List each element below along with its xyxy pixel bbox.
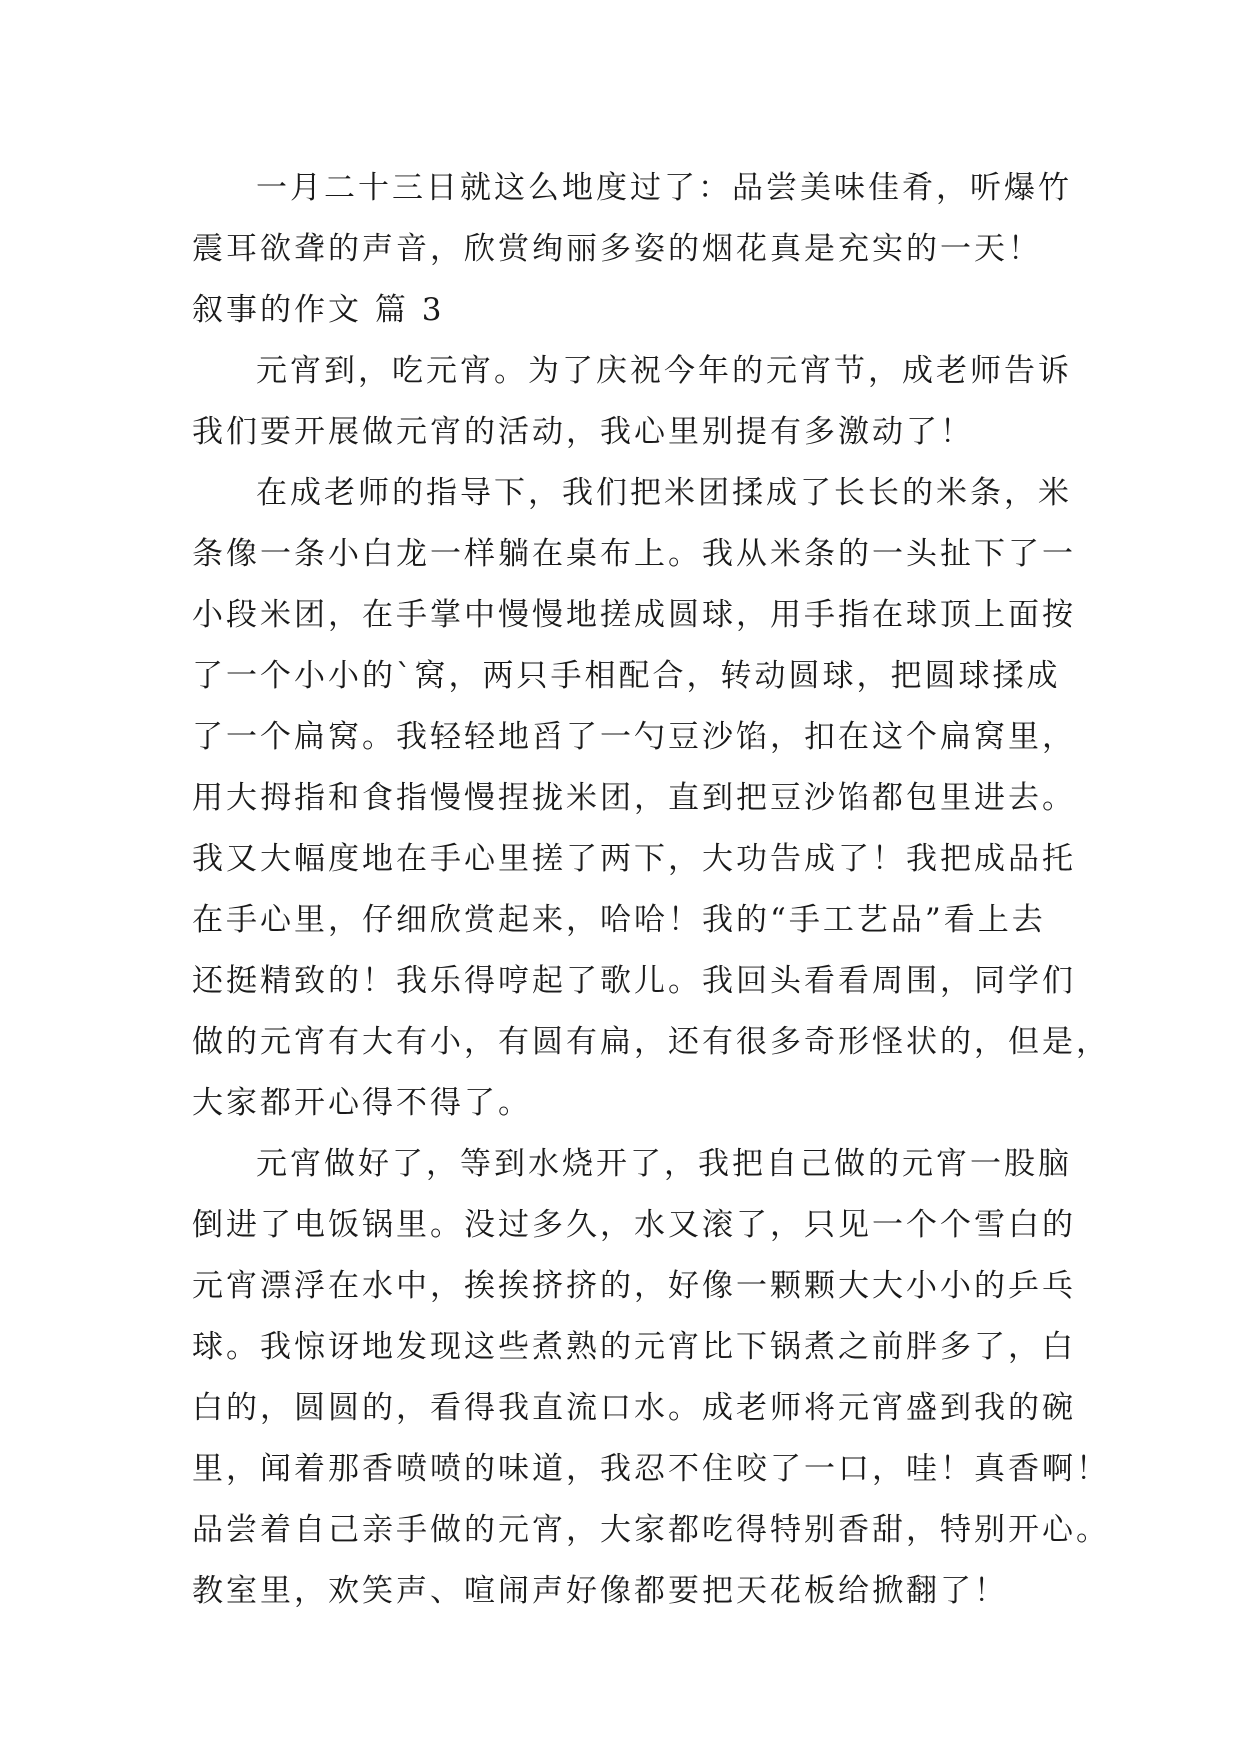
text-line: 用大拇指和食指慢慢捏拢米团，直到把豆沙馅都包里进去。 [192, 780, 1076, 816]
text-line: 叙事的作文 篇 3 [192, 292, 445, 328]
text-line: 在手心里，仔细欣赏起来，哈哈！我的“手工艺品”看上去 [192, 902, 1046, 938]
text-line: 在成老师的指导下，我们把米团揉成了长长的米条，米 [256, 475, 1072, 511]
text-line: 倒进了电饭锅里。没过多久，水又滚了，只见一个个雪白的 [192, 1207, 1076, 1243]
text-line: 品尝着自己亲手做的元宵，大家都吃得特别香甜，特别开心。 [192, 1512, 1110, 1548]
text-line: 震耳欲聋的声音，欣赏绚丽多姿的烟花真是充实的一天！ [192, 231, 1042, 267]
text-line: 元宵漂浮在水中，挨挨挤挤的，好像一颗颗大大小小的乒乓 [192, 1268, 1076, 1304]
text-line: 元宵到，吃元宵。为了庆祝今年的元宵节，成老师告诉 [256, 353, 1072, 389]
text-line: 我们要开展做元宵的活动，我心里别提有多激动了！ [192, 414, 974, 450]
text-line: 条像一条小白龙一样躺在桌布上。我从米条的一头扯下了一 [192, 536, 1076, 572]
document-body [192, 158, 1110, 1622]
text-line: 一月二十三日就这么地度过了：品尝美味佳肴，听爆竹 [256, 170, 1072, 206]
text-line: 做的元宵有大有小，有圆有扁，还有很多奇形怪状的，但是， [192, 1024, 1110, 1060]
text-line: 小段米团，在手掌中慢慢地搓成圆球，用手指在球顶上面按 [192, 597, 1076, 633]
text-line: 球。我惊讶地发现这些煮熟的元宵比下锅煮之前胖多了，白 [192, 1329, 1076, 1365]
text-line: 白的，圆圆的，看得我直流口水。成老师将元宵盛到我的碗 [192, 1390, 1076, 1426]
text-line: 了一个小小的`窝，两只手相配合，转动圆球，把圆球揉成 [192, 658, 1061, 694]
text-line: 元宵做好了，等到水烧开了，我把自己做的元宵一股脑 [256, 1146, 1072, 1182]
text-line: 里，闻着那香喷喷的味道，我忍不住咬了一口，哇！真香啊！ [192, 1451, 1110, 1487]
text-line: 大家都开心得不得了。 [192, 1085, 532, 1121]
text-line: 还挺精致的！我乐得哼起了歌儿。我回头看看周围，同学们 [192, 963, 1076, 999]
text-line: 教室里，欢笑声、喧闹声好像都要把天花板给掀翻了！ [192, 1573, 1008, 1609]
text-line: 了一个扁窝。我轻轻地舀了一勺豆沙馅，扣在这个扁窝里， [192, 719, 1076, 755]
text-line: 我又大幅度地在手心里搓了两下，大功告成了！我把成品托 [192, 841, 1076, 877]
